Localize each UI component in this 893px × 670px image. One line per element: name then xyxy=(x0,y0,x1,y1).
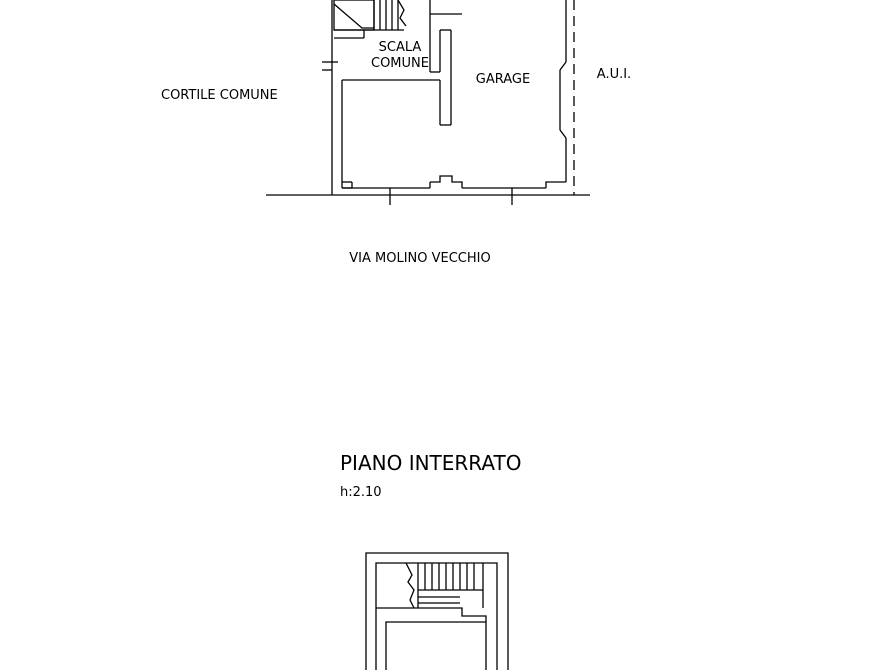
basement-title: PIANO INTERRATO xyxy=(340,451,522,475)
label-street: VIA MOLINO VECCHIO xyxy=(349,251,491,266)
stair-steps-upper xyxy=(334,0,406,38)
ground-floor-plan xyxy=(266,0,590,205)
stair-steps-basement xyxy=(376,563,486,670)
basement-plan xyxy=(366,553,508,670)
label-scala: SCALA xyxy=(378,40,422,55)
label-garage: GARAGE xyxy=(475,72,531,87)
basement-height-note: h:2.10 xyxy=(340,485,382,500)
label-cortile-comune: CORTILE COMUNE xyxy=(161,88,278,103)
label-comune: COMUNE xyxy=(371,56,429,71)
label-aui: A.U.I. xyxy=(596,67,632,82)
